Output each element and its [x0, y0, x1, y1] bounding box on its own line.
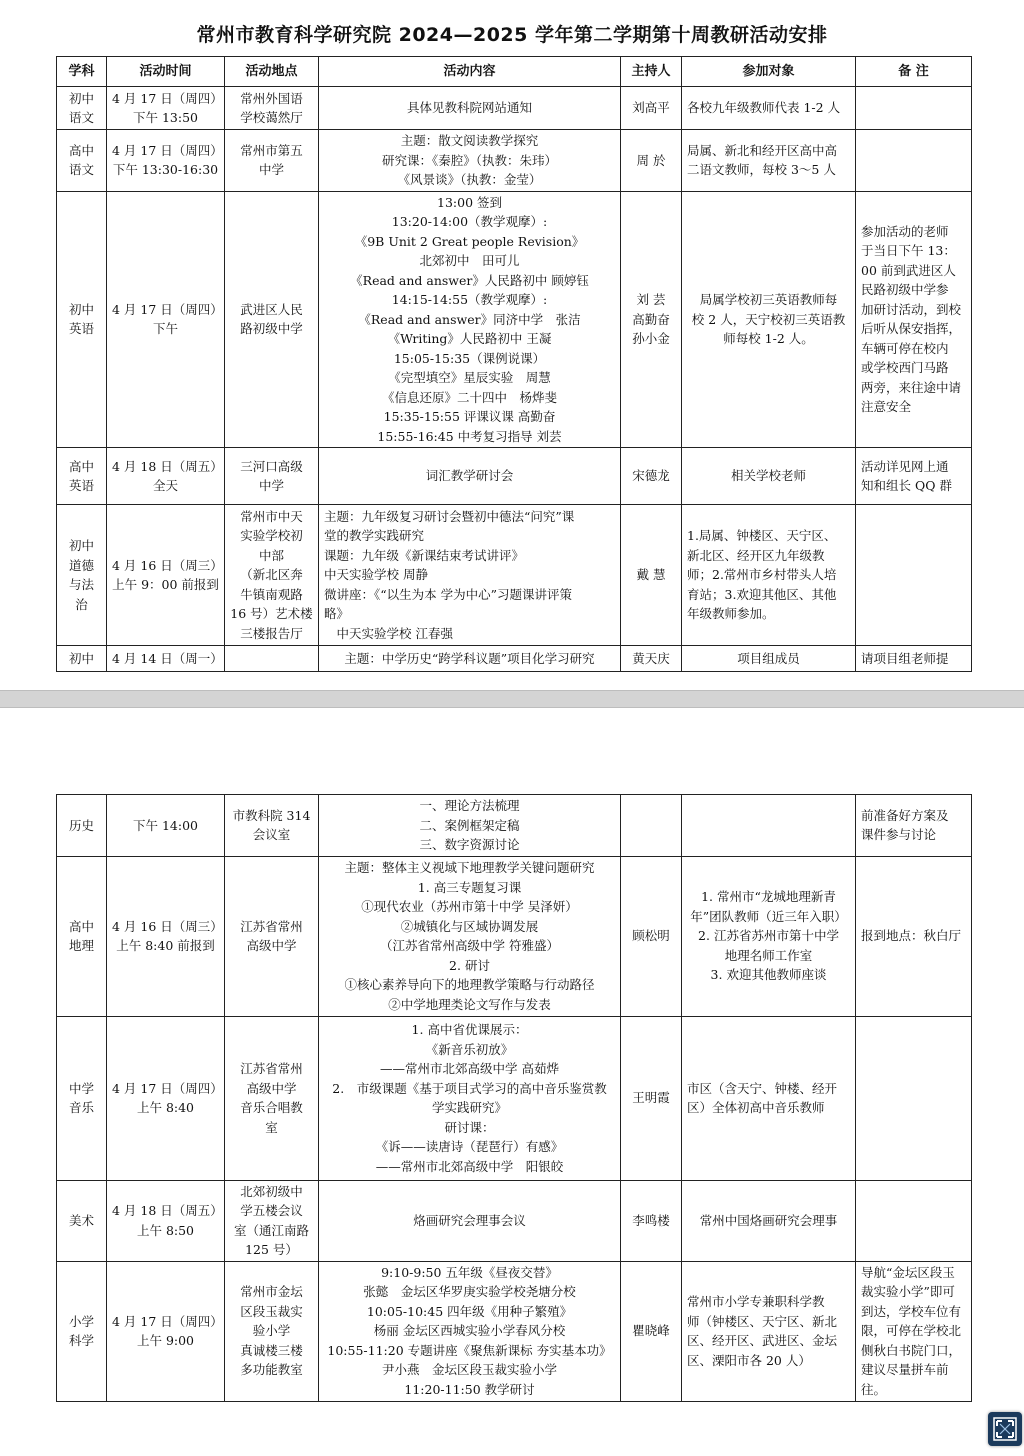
cell-note	[856, 448, 972, 505]
cell-line: 三、数字资源讨论	[419, 837, 520, 852]
cell-content	[319, 505, 621, 646]
cell-line: 1. 高三专题复习课	[417, 879, 522, 895]
cell-line: 高级中学	[246, 1080, 297, 1096]
cell-line: 市区（含天宁、钟楼、经开	[687, 1080, 838, 1096]
table-row	[57, 505, 972, 646]
cell-line: 师（钟楼区、天宁区、新北	[687, 1313, 838, 1329]
cell-place	[225, 1261, 319, 1401]
header-note: 备 注	[856, 57, 972, 87]
cell-line: 11:20-11:50 教学研讨	[404, 1381, 535, 1397]
cell-line: 武进区人民	[240, 301, 303, 317]
cell-time	[107, 1016, 225, 1180]
cell-line: 建议尽量拼车前	[861, 1362, 949, 1378]
cell-participants	[682, 130, 856, 192]
cell-place	[225, 130, 319, 192]
cell-host	[621, 1016, 682, 1180]
cell-line: 顾松明	[632, 928, 670, 944]
cell-time	[107, 505, 225, 646]
cell-line: 主题：九年级复习研讨会暨初中德法“问究”课	[324, 508, 575, 524]
cell-line: 《Read and answer》人民路初中 顾婷钰	[350, 272, 589, 288]
cell-line: 13:00 签到	[437, 194, 502, 210]
cell-line: 研讨课：	[444, 1119, 495, 1135]
cell-line: 4 月 17 日（周四）	[112, 90, 223, 106]
cell-line: 常州外国语	[240, 90, 303, 106]
cell-line: 北郊初级中	[240, 1183, 303, 1199]
cell-line: 略》	[324, 606, 350, 622]
cell-line: 市教科院 314	[232, 807, 311, 823]
cell-line: 师；2.常州市乡村带头人培	[687, 567, 837, 583]
cell-line: ②城镇化与区域协调发展	[400, 918, 539, 934]
cell-line: 王明霞	[632, 1090, 670, 1106]
cell-place	[225, 1180, 319, 1261]
cell-line: 往。	[861, 1381, 887, 1397]
cell-line: ——常州市北郊高级中学 高茹烨	[380, 1061, 559, 1076]
cell-line: 导航“金坛区段玉	[861, 1264, 955, 1280]
cell-line: 区、溧阳市各 20 人）	[687, 1352, 811, 1368]
cell-time	[107, 448, 225, 505]
cell-note	[856, 1180, 972, 1261]
cell-subject	[57, 1180, 107, 1261]
cell-line: 宋德龙	[632, 468, 670, 484]
cell-line: 美术	[68, 1212, 94, 1228]
page-break-divider	[0, 690, 1024, 708]
cell-line: 《风景谈》（执教：金莹）	[397, 172, 542, 187]
cell-line: 4 月 17 日（周四）	[112, 1080, 223, 1096]
table-header	[57, 57, 972, 87]
cell-line: 2. 研讨	[449, 957, 490, 973]
cell-line: 相关学校老师	[730, 468, 806, 484]
cell-line: 4 月 17 日（周四）	[112, 301, 223, 317]
table-row	[57, 87, 972, 130]
cell-line: 下午 13:30-16:30	[112, 162, 219, 178]
cell-line: 两旁，来往途中请	[861, 379, 962, 395]
cell-line: 刘高平	[632, 100, 670, 116]
cell-line: 初中	[68, 538, 94, 553]
cell-time	[107, 87, 225, 130]
cell-host	[621, 130, 682, 192]
cell-line: 课题：九年级《新课结束考试讲评》	[324, 547, 525, 563]
cell-line: 高中	[68, 458, 94, 474]
cell-content	[319, 795, 621, 857]
cell-place	[225, 795, 319, 857]
page-title: 常州市教育科学研究院 2024—2025 学年第二学期第十周教研活动安排	[196, 24, 828, 46]
cell-line: 高级中学	[246, 938, 297, 953]
cell-line: 语文	[68, 162, 94, 178]
cell-line: 项目组成员	[737, 650, 800, 666]
cell-line: 北郊初中 田可儿	[419, 253, 520, 268]
cell-time	[107, 1180, 225, 1261]
cell-line: 侧秋白书院门口，	[861, 1342, 962, 1358]
header-participants: 参加对象	[682, 57, 856, 87]
cell-line: 科学	[68, 1333, 94, 1348]
cell-host	[621, 505, 682, 646]
cell-line: 裁实验小学”即可	[861, 1284, 955, 1300]
cell-content	[319, 130, 621, 192]
cell-line: 中天实验学校 江春强	[324, 625, 453, 641]
cell-note	[856, 795, 972, 857]
cell-line: 江苏省常州	[240, 918, 303, 934]
cell-line: 上午 9：00 前报到	[112, 577, 219, 592]
cell-note	[856, 856, 972, 1016]
cell-line: 区段玉裁实	[240, 1303, 303, 1319]
cell-line: 语文	[68, 110, 94, 125]
cell-line: 中部	[258, 547, 284, 563]
cell-line: 各校九年级教师代表 1-2 人	[687, 100, 841, 116]
cell-line: 14:15-14:55（教学观摩）:	[391, 292, 548, 307]
cell-line: 区、经开区、武进区、金坛	[687, 1333, 838, 1348]
cell-line: 小学	[68, 1313, 94, 1329]
cell-content	[319, 191, 621, 448]
cell-line: 中学	[68, 1080, 94, 1096]
cell-line: 年级教师参加。	[687, 606, 775, 622]
cell-line: 加研讨活动，到校	[861, 301, 962, 317]
header-subject: 学科	[57, 57, 107, 87]
cell-line: 课件参与讨论	[861, 827, 937, 843]
cell-line: 3. 欢迎其他教师座谈	[710, 967, 827, 983]
cell-line: 常州市小学专兼职科学教	[687, 1294, 825, 1309]
cell-line: 或学校西门马路	[861, 360, 949, 376]
table-row	[57, 191, 972, 448]
cell-line: 常州市中天	[240, 508, 303, 524]
cell-line: 15:05-15:35（课例说课）	[393, 350, 546, 366]
cell-line: 主题：中学历史“跨学科议题”项目化学习研究	[344, 650, 595, 666]
cell-line: 主题：散文阅读教学探究	[400, 133, 539, 148]
cell-line: 验小学	[252, 1323, 291, 1339]
cell-line: 育站；3.欢迎其他区、其他	[687, 586, 837, 602]
cell-line: 参加活动的老师	[861, 223, 949, 239]
cell-line: 实验学校初	[240, 528, 303, 544]
cell-line: 历史	[68, 817, 94, 833]
cell-line: 三楼报告厅	[240, 625, 303, 641]
cell-line: 4 月 17 日（周四）	[112, 142, 223, 158]
cell-line: 上午 9:00	[136, 1333, 195, 1348]
cell-line: 15:35-15:55 评课议课 高勤奋	[383, 409, 556, 424]
cell-place	[225, 856, 319, 1016]
cell-line: ①现代农业（苏州市第十中学 吴泽妍）	[361, 899, 578, 914]
cell-line: 二、案例框架定稿	[419, 817, 520, 833]
cell-line: 常州中国烙画研究会理事	[699, 1212, 838, 1228]
cell-line: 局属、新北和经开区高中高	[687, 142, 838, 158]
cell-line: 瞿晓峰	[632, 1323, 670, 1339]
cell-host	[621, 1261, 682, 1401]
cell-line: 研究课：《秦腔》（执教：朱玮）	[381, 152, 557, 168]
cell-line: 初中	[68, 301, 94, 317]
cell-line: 学实践研究》	[431, 1100, 507, 1115]
cell-content	[319, 646, 621, 672]
header-time: 活动时间	[107, 57, 225, 87]
cell-line: 区）全体初高中音乐教师	[687, 1100, 825, 1115]
cell-line: 新北区、经开区九年级教	[687, 547, 825, 563]
cell-line: 《Read and answer》同济中学 张洁	[358, 311, 581, 327]
cell-line: 黄天庆	[632, 650, 670, 666]
cell-line: 常州市第五	[240, 142, 303, 158]
cell-line: 校 2 人，天宁校初三英语教	[691, 311, 846, 327]
cell-participants	[682, 1016, 856, 1180]
cell-line: 主题：整体主义视域下地理教学关键问题研究	[344, 860, 595, 875]
cell-host	[621, 87, 682, 130]
cell-line: 上午 8:50	[136, 1222, 195, 1238]
cell-time	[107, 646, 225, 672]
cell-line: 会议室	[252, 827, 291, 843]
cell-line: 戴 慧	[636, 567, 666, 583]
cell-line: 《新音乐初放》	[425, 1041, 514, 1057]
cell-subject	[57, 130, 107, 192]
cell-subject	[57, 87, 107, 130]
cell-line: 125 号）	[245, 1242, 298, 1257]
cell-line: 上午 8:40	[136, 1100, 195, 1115]
cell-subject	[57, 1261, 107, 1401]
cell-line: 一、理论方法梳理	[419, 798, 520, 813]
cell-line: 2. 江苏省苏州市第十中学	[698, 928, 839, 944]
cell-content	[319, 1016, 621, 1180]
cell-line: 10:55-11:20 专题讲座《聚焦新课标 夯实基本功》	[327, 1342, 612, 1358]
cell-line: 4 月 14 日（周一）	[112, 650, 223, 666]
cell-place	[225, 191, 319, 448]
cell-line: ①核心素养导向下的地理教学策略与行动路径	[344, 977, 595, 992]
cell-note	[856, 1261, 972, 1401]
cell-line: 学校蔼然厅	[240, 110, 303, 125]
header-place: 活动地点	[225, 57, 319, 87]
cell-content	[319, 856, 621, 1016]
cell-line: 高勤奋	[632, 311, 670, 327]
cell-line: 真诚楼三楼	[240, 1342, 303, 1358]
cell-line: 1.局属、钟楼区、天宁区、	[687, 528, 837, 544]
header-host: 主持人	[621, 57, 682, 87]
cell-line: 《Writing》人民路初中 王凝	[387, 331, 552, 346]
cell-line: 4 月 18 日（周五）	[112, 458, 223, 474]
cell-line: 微讲座：《“以生为本 学为中心”习题课讲评策	[324, 586, 573, 602]
cell-time	[107, 130, 225, 192]
cell-content	[319, 1180, 621, 1261]
cell-participants	[682, 1180, 856, 1261]
cell-time	[107, 191, 225, 448]
cell-participants	[682, 191, 856, 448]
table-row	[57, 646, 972, 672]
cell-line: 室（通江南路	[233, 1222, 309, 1238]
cell-line: 于当日下午 13：	[861, 243, 956, 259]
fullscreen-button[interactable]	[988, 1412, 1022, 1446]
cell-line: 中天实验学校 周静	[324, 567, 428, 583]
cell-participants	[682, 795, 856, 857]
cell-line: 江苏省常州	[240, 1061, 303, 1076]
cell-line: 15:55-16:45 中考复习指导 刘芸	[377, 428, 562, 444]
cell-line: 限，可停在学校北	[861, 1323, 962, 1339]
cell-line: 牛镇南观路	[240, 586, 303, 602]
cell-line: 道德	[68, 557, 94, 573]
table-row	[57, 1180, 972, 1261]
cell-subject	[57, 448, 107, 505]
cell-note	[856, 87, 972, 130]
cell-line: 1. 常州市“龙城地理新青	[701, 889, 836, 905]
table-row	[57, 1261, 972, 1401]
cell-time	[107, 856, 225, 1016]
cell-host	[621, 856, 682, 1016]
cell-line: 4 月 18 日（周五）	[112, 1203, 223, 1218]
cell-line: （新北区奔	[240, 567, 303, 583]
cell-host	[621, 795, 682, 857]
cell-line: 16 号）艺术楼	[230, 606, 313, 622]
cell-host	[621, 646, 682, 672]
cell-content	[319, 1261, 621, 1401]
cell-line: 下午	[152, 321, 178, 337]
cell-line: 周 於	[636, 152, 666, 168]
cell-line: 烙画研究会理事会议	[413, 1212, 526, 1228]
cell-line: 多功能教室	[240, 1362, 303, 1378]
cell-note	[856, 130, 972, 192]
cell-participants	[682, 1261, 856, 1401]
cell-line: 后听从保安指挥，	[861, 321, 962, 337]
cell-line: 高中	[68, 918, 94, 934]
cell-note	[856, 646, 972, 672]
cell-line: 下午 13:50	[133, 110, 198, 125]
cell-line: 治	[75, 596, 88, 612]
cell-line: 前准备好方案及	[861, 807, 949, 823]
cell-line: 报到地点：秋白厅	[861, 928, 962, 944]
cell-subject	[57, 505, 107, 646]
cell-line: 请项目组老师提	[861, 650, 949, 666]
cell-note	[856, 505, 972, 646]
cell-line: 活动详见网上通	[861, 458, 949, 474]
cell-line: 中学	[258, 162, 284, 178]
cell-line: （江苏省常州高级中学 符雅盛）	[380, 938, 559, 953]
table-body-page-1	[57, 87, 972, 672]
cell-line: 堂的教学实践研究	[324, 528, 425, 544]
cell-line: 2. 市级课题《基于项目式学习的高中音乐鉴赏教	[332, 1080, 607, 1096]
cell-line: 《9B Unit 2 Great people Revision》	[354, 233, 585, 249]
cell-line: 4 月 17 日（周四）	[112, 1313, 223, 1329]
cell-place	[225, 448, 319, 505]
cell-host	[621, 1180, 682, 1261]
cell-subject	[57, 1016, 107, 1180]
cell-line: 1. 高中省优课展示：	[411, 1022, 528, 1037]
table-row	[57, 448, 972, 505]
cell-note	[856, 1016, 972, 1180]
schedule-table-page-1	[56, 56, 972, 672]
cell-line: 下午 14:00	[133, 817, 198, 833]
cell-place	[225, 1016, 319, 1180]
cell-line: 李鸣楼	[632, 1212, 670, 1228]
cell-line: 4 月 16 日（周三）	[112, 918, 223, 934]
cell-line: 9:10-9:50 五年级《昼夜交替》	[381, 1264, 558, 1280]
cell-subject	[57, 856, 107, 1016]
cell-line: 车辆可停在校内	[861, 340, 949, 356]
cell-place	[225, 505, 319, 646]
cell-line: 师每校 1-2 人。	[723, 331, 814, 346]
cell-line: 注意安全	[861, 399, 912, 415]
cell-line: 地理名师工作室	[724, 947, 813, 963]
cell-line: 13:20-14:00（教学观摩）:	[391, 214, 548, 229]
cell-line: 10:05-10:45 四年级《用种子繁殖》	[366, 1303, 573, 1319]
cell-place	[225, 87, 319, 130]
cell-line: 室	[265, 1119, 278, 1135]
cell-line: 初中	[68, 90, 94, 106]
cell-line: 学五楼会议	[240, 1203, 303, 1218]
cell-host	[621, 191, 682, 448]
cell-line: 英语	[68, 321, 94, 337]
cell-line: 音乐合唱教	[240, 1100, 303, 1115]
cell-subject	[57, 191, 107, 448]
cell-line: 具体见教科院网站通知	[406, 100, 532, 116]
cell-line: 00 前到武进区人	[861, 262, 956, 278]
cell-line: 4 月 16 日（周三）	[112, 557, 223, 573]
cell-line: 全天	[152, 478, 178, 493]
table-row	[57, 1016, 972, 1180]
cell-time	[107, 795, 225, 857]
fullscreen-icon	[988, 1412, 1022, 1446]
cell-line: 二语文教师，每校 3～5 人	[687, 162, 836, 178]
cell-line: 英语	[68, 478, 94, 493]
cell-line: 路初级中学	[240, 321, 303, 337]
cell-content	[319, 448, 621, 505]
cell-participants	[682, 646, 856, 672]
cell-line: 刘 芸	[636, 292, 666, 307]
cell-place	[225, 646, 319, 672]
schedule-table-page-2	[56, 794, 972, 1402]
cell-line: 到达，学校车位有	[861, 1303, 962, 1319]
header-content: 活动内容	[319, 57, 621, 87]
cell-line: 地理	[68, 938, 94, 953]
cell-line: 中学	[258, 478, 284, 493]
cell-line: 上午 8:40 前报到	[116, 938, 215, 953]
cell-line: 张懿 金坛区华罗庚实验学校尧塘分校	[363, 1284, 576, 1300]
cell-subject	[57, 646, 107, 672]
cell-line: 词汇教学研讨会	[425, 468, 514, 484]
cell-line: 尹小燕 金坛区段玉裁实验小学	[381, 1362, 557, 1378]
cell-line: 与法	[68, 577, 94, 592]
cell-participants	[682, 505, 856, 646]
table-row	[57, 856, 972, 1016]
cell-note	[856, 191, 972, 448]
cell-line: 常州市金坛	[240, 1284, 303, 1300]
cell-line: 音乐	[68, 1100, 94, 1115]
cell-line: 杨丽 金坛区西城实验小学春风分校	[373, 1323, 566, 1339]
table-row	[57, 795, 972, 857]
cell-line: 《信息还原》二十四中 杨烨斐	[381, 389, 557, 405]
table-row	[57, 130, 972, 192]
cell-line: 《诉——读唐诗（琵琶行）有感》	[375, 1139, 564, 1154]
cell-time	[107, 1261, 225, 1401]
cell-content	[319, 87, 621, 130]
cell-participants	[682, 448, 856, 505]
cell-line: 孙小金	[632, 331, 670, 346]
cell-line: 年”团队教师（近三年入职）	[690, 908, 847, 924]
cell-line: 高中	[68, 142, 94, 158]
cell-line: ②中学地理类论文写作与发表	[388, 996, 551, 1012]
cell-subject	[57, 795, 107, 857]
cell-line: 三河口高级	[240, 458, 303, 474]
cell-participants	[682, 87, 856, 130]
cell-participants	[682, 856, 856, 1016]
table-body-page-2	[57, 795, 972, 1402]
cell-line: ——常州市北郊高级中学 阳银皎	[375, 1158, 564, 1174]
cell-line: 知和组长 QQ 群	[861, 478, 952, 493]
cell-line: 局属学校初三英语教师每	[699, 292, 838, 307]
cell-line: 《完型填空》星辰实验 周慧	[388, 370, 551, 385]
cell-line: 初中	[68, 650, 94, 666]
cell-line: 民路初级中学参	[861, 282, 949, 298]
cell-host	[621, 448, 682, 505]
